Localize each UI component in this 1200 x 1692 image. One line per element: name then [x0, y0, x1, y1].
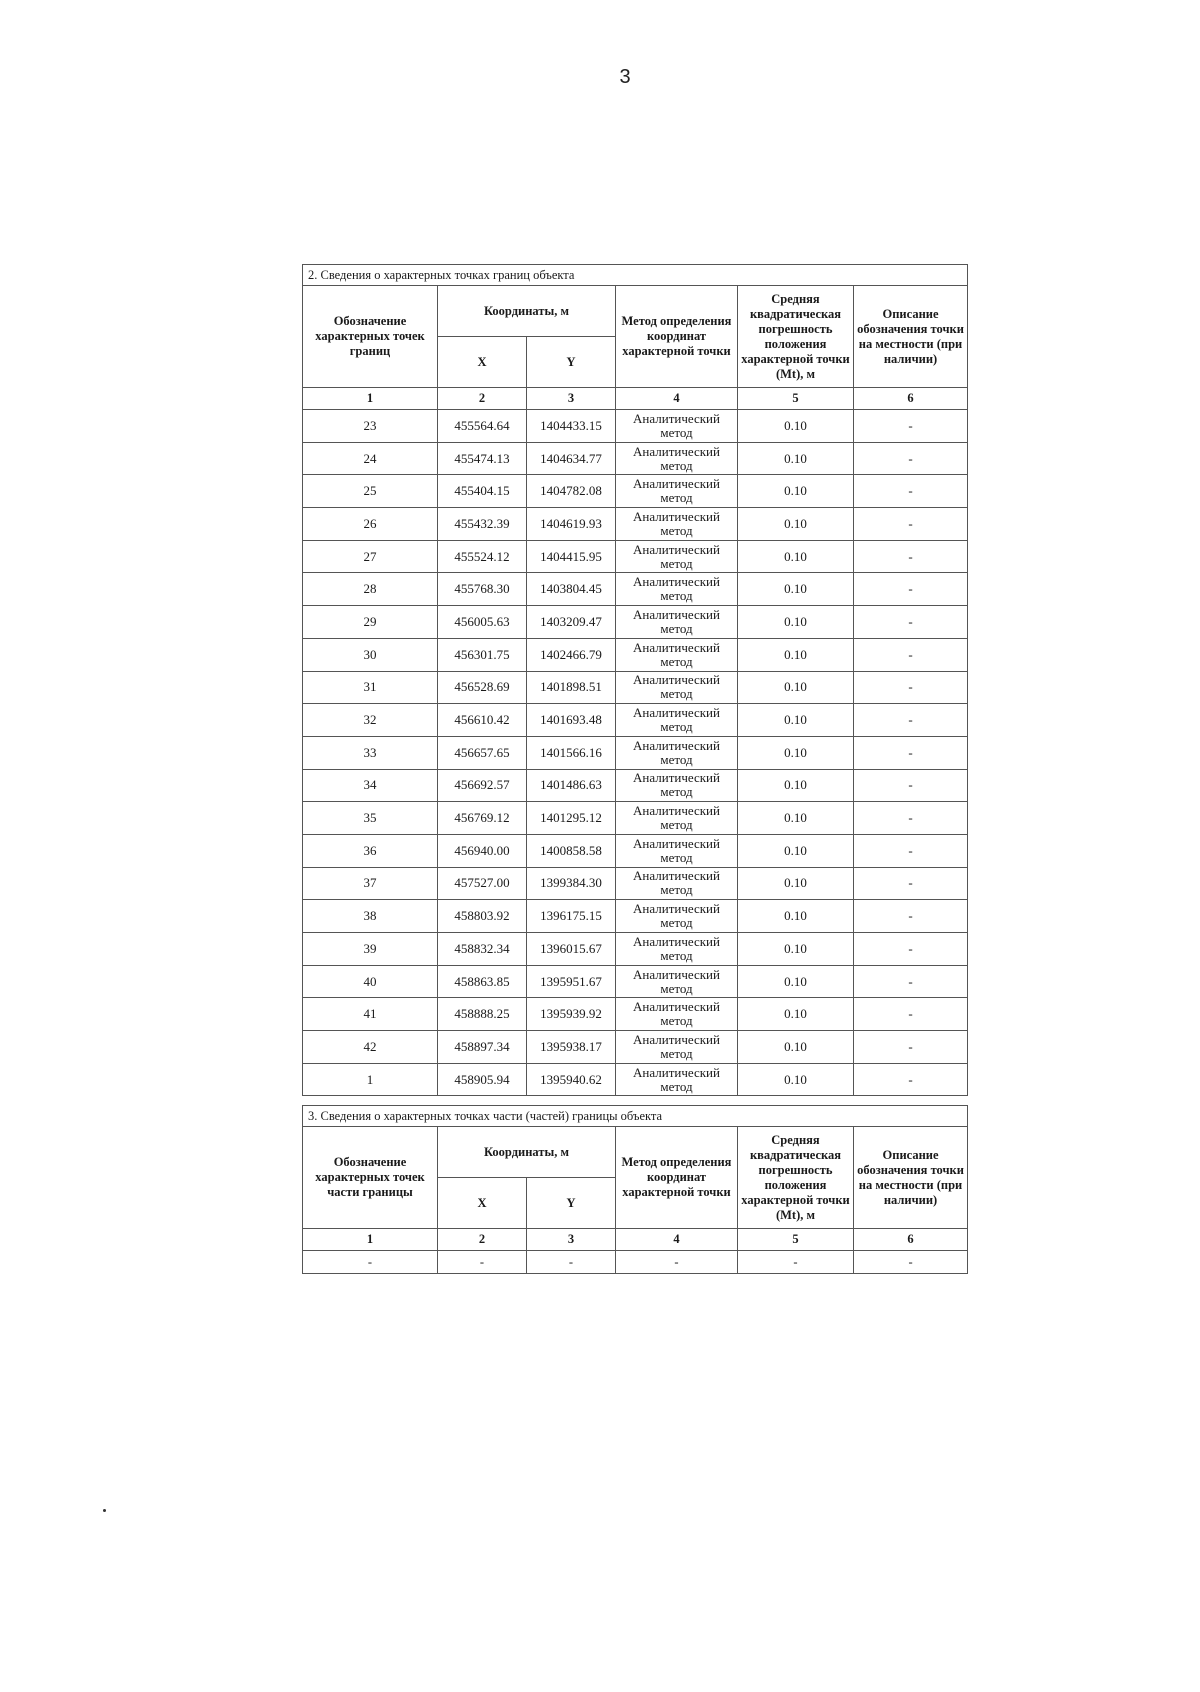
- table-row: [303, 736, 968, 769]
- header-coordinates: Координаты, м: [438, 1127, 616, 1178]
- header-error: Средняя квадратическая погрешность положения характерной точки (Mt), м: [738, 286, 854, 388]
- table-row: [303, 540, 968, 573]
- cell-description: -: [854, 769, 968, 802]
- cell-method: Аналитический метод: [616, 410, 738, 443]
- cell-point: 30: [303, 638, 438, 671]
- cell-description: -: [854, 834, 968, 867]
- column-number: 3: [527, 1229, 616, 1251]
- cell-description: -: [854, 475, 968, 508]
- cell-point: 31: [303, 671, 438, 704]
- cell-mt: 0.10: [738, 834, 854, 867]
- cell-x: 456692.57: [438, 769, 527, 802]
- cell-method: -: [616, 1251, 738, 1274]
- cell-description: -: [854, 933, 968, 966]
- header-y: Y: [527, 337, 616, 388]
- cell-mt: 0.10: [738, 998, 854, 1031]
- cell-mt: 0.10: [738, 606, 854, 639]
- cell-y: 1404634.77: [527, 442, 616, 475]
- cell-x: 456940.00: [438, 834, 527, 867]
- cell-x: 456005.63: [438, 606, 527, 639]
- table-row: [303, 834, 968, 867]
- cell-y: 1404415.95: [527, 540, 616, 573]
- cell-description: -: [854, 410, 968, 443]
- cell-y: 1395951.67: [527, 965, 616, 998]
- header-coordinates: Координаты, м: [438, 286, 616, 337]
- cell-x: -: [438, 1251, 527, 1274]
- cell-y: 1401295.12: [527, 802, 616, 835]
- cell-y: 1396015.67: [527, 933, 616, 966]
- cell-point: 27: [303, 540, 438, 573]
- table-row: [303, 573, 968, 606]
- column-number: 4: [616, 1229, 738, 1251]
- cell-x: 456528.69: [438, 671, 527, 704]
- cell-description: -: [854, 1063, 968, 1096]
- cell-mt: 0.10: [738, 965, 854, 998]
- cell-mt: -: [738, 1251, 854, 1274]
- cell-description: -: [854, 606, 968, 639]
- cell-y: 1396175.15: [527, 900, 616, 933]
- column-number: 1: [303, 1229, 438, 1251]
- cell-method: Аналитический метод: [616, 704, 738, 737]
- cell-point: 23: [303, 410, 438, 443]
- cell-x: 458863.85: [438, 965, 527, 998]
- header-x: X: [438, 337, 527, 388]
- scan-speck: [103, 1509, 106, 1512]
- column-number: 4: [616, 388, 738, 410]
- cell-point: 36: [303, 834, 438, 867]
- cell-x: 458897.34: [438, 1031, 527, 1064]
- table-row: [303, 638, 968, 671]
- cell-point: 41: [303, 998, 438, 1031]
- cell-x: 455432.39: [438, 508, 527, 541]
- cell-mt: 0.10: [738, 900, 854, 933]
- cell-method: Аналитический метод: [616, 736, 738, 769]
- cell-mt: 0.10: [738, 410, 854, 443]
- cell-y: 1399384.30: [527, 867, 616, 900]
- cell-method: Аналитический метод: [616, 769, 738, 802]
- cell-method: Аналитический метод: [616, 802, 738, 835]
- cell-method: Аналитический метод: [616, 900, 738, 933]
- cell-method: Аналитический метод: [616, 867, 738, 900]
- header-method: Метод определения координат характерной точки: [616, 286, 738, 388]
- header-error: Средняя квадратическая погрешность положения характерной точки (Mt), м: [738, 1127, 854, 1229]
- section-caption: 3. Сведения о характерных точках части (частей) границы объекта: [303, 1106, 968, 1127]
- cell-point: 32: [303, 704, 438, 737]
- cell-mt: 0.10: [738, 933, 854, 966]
- column-number: 5: [738, 388, 854, 410]
- cell-point: 33: [303, 736, 438, 769]
- cell-description: -: [854, 1251, 968, 1274]
- cell-y: 1401486.63: [527, 769, 616, 802]
- cell-x: 455524.12: [438, 540, 527, 573]
- table-row: [303, 769, 968, 802]
- page-number: 3: [619, 66, 631, 88]
- cell-method: Аналитический метод: [616, 965, 738, 998]
- table-row: [303, 1251, 968, 1274]
- cell-point: 34: [303, 769, 438, 802]
- cell-description: -: [854, 573, 968, 606]
- table-row: [303, 1063, 968, 1096]
- cell-mt: 0.10: [738, 573, 854, 606]
- cell-point: -: [303, 1251, 438, 1274]
- cell-method: Аналитический метод: [616, 998, 738, 1031]
- cell-point: 28: [303, 573, 438, 606]
- cell-y: 1401898.51: [527, 671, 616, 704]
- cell-x: 458832.34: [438, 933, 527, 966]
- cell-mt: 0.10: [738, 540, 854, 573]
- table-row: [303, 998, 968, 1031]
- column-number-row: [303, 388, 968, 410]
- table-row: [303, 965, 968, 998]
- cell-x: 456610.42: [438, 704, 527, 737]
- cell-method: Аналитический метод: [616, 442, 738, 475]
- boundary-points-table: [302, 264, 968, 1096]
- cell-x: 457527.00: [438, 867, 527, 900]
- cell-point: 42: [303, 1031, 438, 1064]
- cell-description: -: [854, 900, 968, 933]
- cell-y: 1403209.47: [527, 606, 616, 639]
- cell-description: -: [854, 802, 968, 835]
- cell-y: 1404619.93: [527, 508, 616, 541]
- table-row: [303, 867, 968, 900]
- cell-method: Аналитический метод: [616, 671, 738, 704]
- cell-method: Аналитический метод: [616, 573, 738, 606]
- column-number: 2: [438, 1229, 527, 1251]
- column-number: 6: [854, 388, 968, 410]
- cell-mt: 0.10: [738, 1031, 854, 1064]
- table-row: [303, 475, 968, 508]
- cell-y: 1400858.58: [527, 834, 616, 867]
- header-description: Описание обозначения точки на местности (при наличии): [854, 1127, 968, 1229]
- cell-description: -: [854, 671, 968, 704]
- column-number: 2: [438, 388, 527, 410]
- cell-x: 455564.64: [438, 410, 527, 443]
- header-x: X: [438, 1178, 527, 1229]
- cell-description: -: [854, 540, 968, 573]
- table-row: [303, 900, 968, 933]
- column-number-row: [303, 1229, 968, 1251]
- cell-description: -: [854, 442, 968, 475]
- cell-x: 458905.94: [438, 1063, 527, 1096]
- cell-description: -: [854, 867, 968, 900]
- header-y: Y: [527, 1178, 616, 1229]
- column-number: 6: [854, 1229, 968, 1251]
- cell-x: 455474.13: [438, 442, 527, 475]
- cell-y: 1402466.79: [527, 638, 616, 671]
- cell-x: 456657.65: [438, 736, 527, 769]
- cell-description: -: [854, 998, 968, 1031]
- cell-y: 1401693.48: [527, 704, 616, 737]
- column-number: 1: [303, 388, 438, 410]
- cell-mt: 0.10: [738, 769, 854, 802]
- boundary-part-points-table: [302, 1105, 968, 1274]
- cell-x: 455768.30: [438, 573, 527, 606]
- cell-mt: 0.10: [738, 508, 854, 541]
- table-row: [303, 704, 968, 737]
- cell-point: 35: [303, 802, 438, 835]
- cell-point: 38: [303, 900, 438, 933]
- cell-mt: 0.10: [738, 704, 854, 737]
- cell-x: 455404.15: [438, 475, 527, 508]
- table-row: [303, 442, 968, 475]
- column-number: 3: [527, 388, 616, 410]
- cell-y: -: [527, 1251, 616, 1274]
- cell-description: -: [854, 965, 968, 998]
- boundary-part-points-body: [303, 1251, 968, 1274]
- column-number: 5: [738, 1229, 854, 1251]
- cell-y: 1401566.16: [527, 736, 616, 769]
- cell-method: Аналитический метод: [616, 508, 738, 541]
- cell-mt: 0.10: [738, 736, 854, 769]
- cell-method: Аналитический метод: [616, 606, 738, 639]
- cell-point: 37: [303, 867, 438, 900]
- cell-point: 24: [303, 442, 438, 475]
- cell-x: 456301.75: [438, 638, 527, 671]
- table-row: [303, 802, 968, 835]
- section-caption: 2. Сведения о характерных точках границ объекта: [303, 265, 968, 286]
- cell-method: Аналитический метод: [616, 1031, 738, 1064]
- cell-y: 1404433.15: [527, 410, 616, 443]
- cell-y: 1395938.17: [527, 1031, 616, 1064]
- cell-point: 1: [303, 1063, 438, 1096]
- cell-x: 458803.92: [438, 900, 527, 933]
- cell-description: -: [854, 1031, 968, 1064]
- cell-y: 1404782.08: [527, 475, 616, 508]
- cell-y: 1395940.62: [527, 1063, 616, 1096]
- cell-point: 29: [303, 606, 438, 639]
- cell-x: 458888.25: [438, 998, 527, 1031]
- table-row: [303, 671, 968, 704]
- header-method: Метод определения координат характерной точки: [616, 1127, 738, 1229]
- cell-method: Аналитический метод: [616, 1063, 738, 1096]
- table-row: [303, 1031, 968, 1064]
- cell-method: Аналитический метод: [616, 834, 738, 867]
- cell-mt: 0.10: [738, 442, 854, 475]
- cell-description: -: [854, 508, 968, 541]
- cell-mt: 0.10: [738, 671, 854, 704]
- header-designation: Обозначение характерных точек границ: [303, 286, 438, 388]
- cell-description: -: [854, 736, 968, 769]
- cell-mt: 0.10: [738, 1063, 854, 1096]
- cell-description: -: [854, 704, 968, 737]
- table-row: [303, 410, 968, 443]
- cell-y: 1395939.92: [527, 998, 616, 1031]
- cell-mt: 0.10: [738, 475, 854, 508]
- cell-mt: 0.10: [738, 802, 854, 835]
- table-row: [303, 606, 968, 639]
- table-row: [303, 508, 968, 541]
- cell-mt: 0.10: [738, 867, 854, 900]
- header-description: Описание обозначения точки на местности (при наличии): [854, 286, 968, 388]
- header-designation: Обозначение характерных точек части границы: [303, 1127, 438, 1229]
- table-row: [303, 933, 968, 966]
- cell-y: 1403804.45: [527, 573, 616, 606]
- cell-point: 40: [303, 965, 438, 998]
- cell-x: 456769.12: [438, 802, 527, 835]
- cell-method: Аналитический метод: [616, 475, 738, 508]
- boundary-points-body: [303, 410, 968, 1096]
- cell-point: 26: [303, 508, 438, 541]
- cell-method: Аналитический метод: [616, 638, 738, 671]
- cell-description: -: [854, 638, 968, 671]
- cell-method: Аналитический метод: [616, 540, 738, 573]
- cell-mt: 0.10: [738, 638, 854, 671]
- cell-point: 39: [303, 933, 438, 966]
- cell-method: Аналитический метод: [616, 933, 738, 966]
- cell-point: 25: [303, 475, 438, 508]
